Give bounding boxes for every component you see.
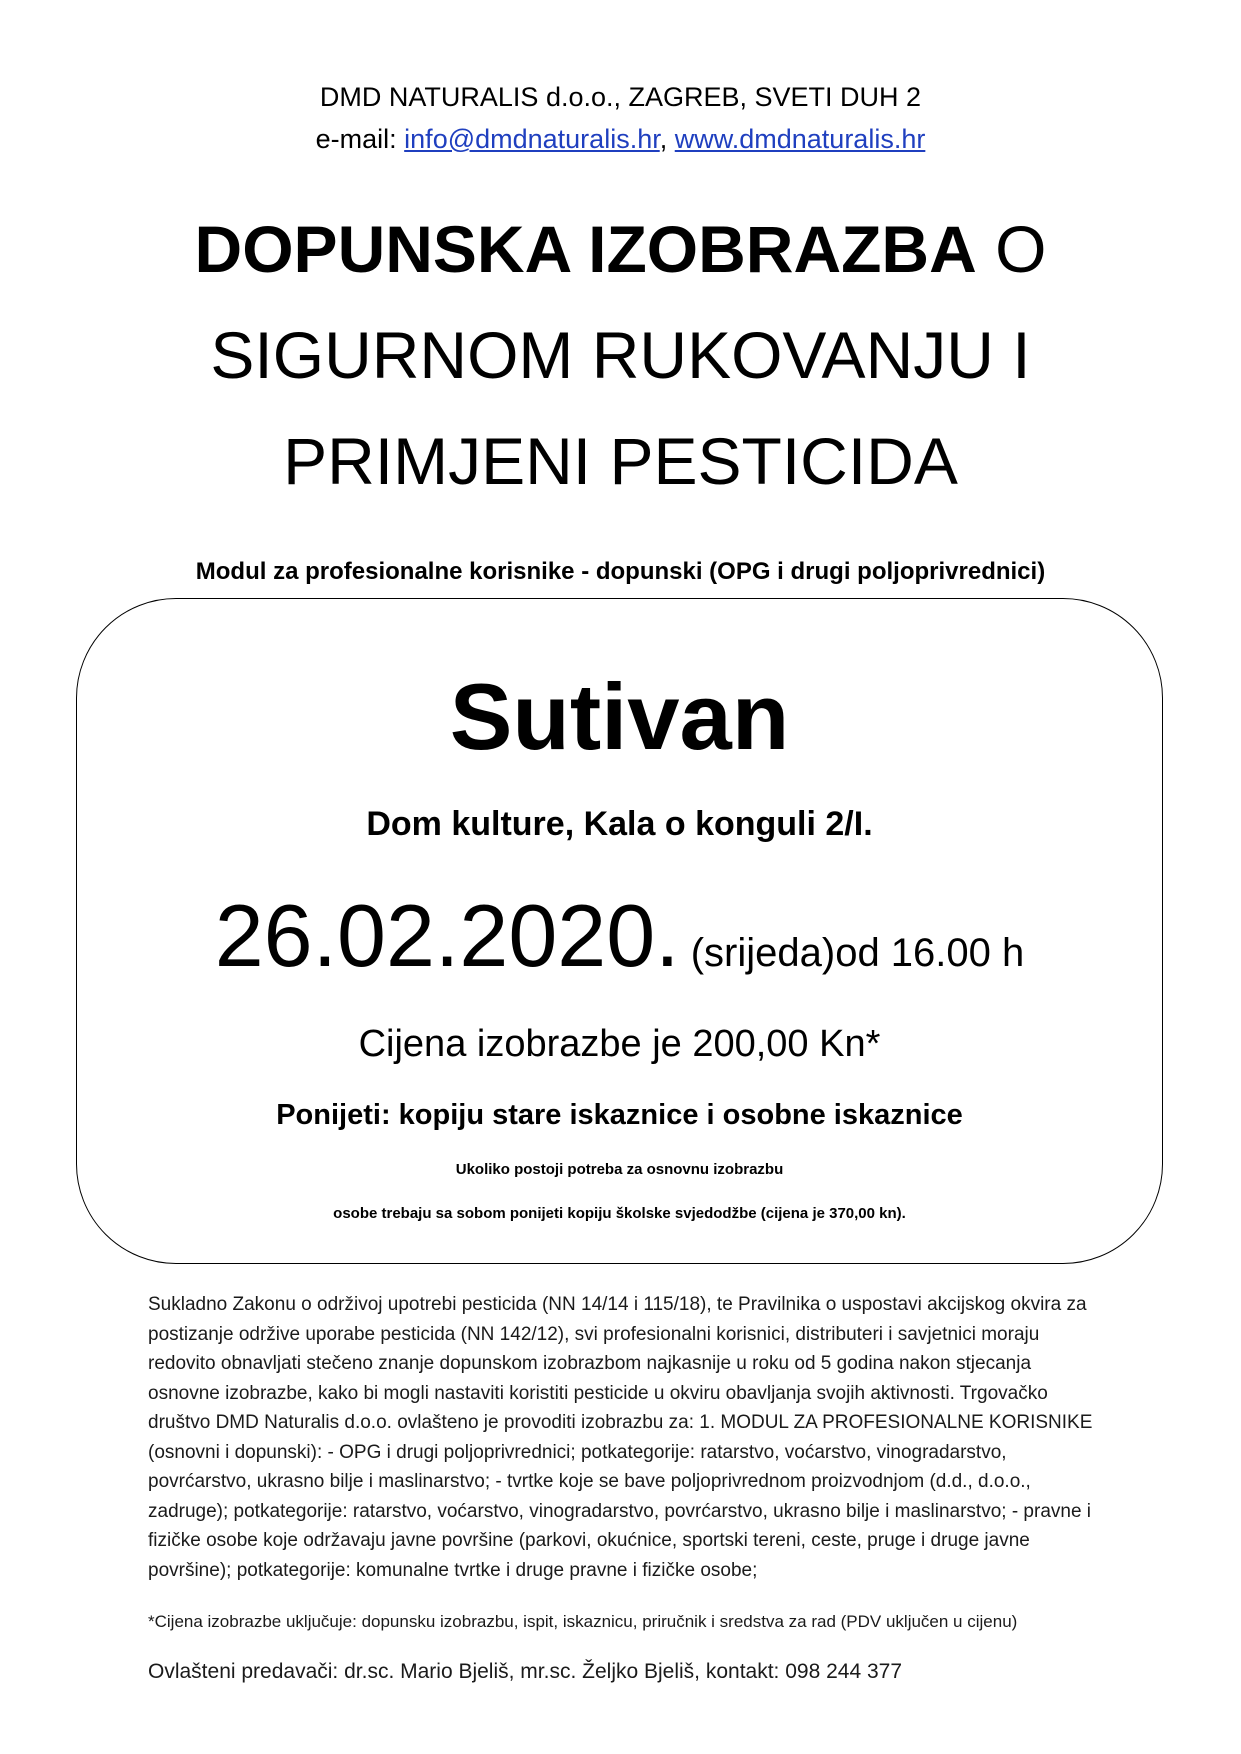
event-note-1: Ukoliko postoji potreba za osnovnu izobrazbu [455,1161,784,1178]
title-bold: DOPUNSKA IZOBRAZBA [194,212,977,286]
title-rest: O [976,212,1047,286]
email-label: e-mail: [315,124,405,154]
event-bring: Ponijeti: kopiju stare iskaznice i osobne iskaznice [276,1099,963,1131]
event-place: Sutivan [449,664,790,769]
module-subtitle: Modul za profesionalne korisnike - dopunski (OPG i drugi poljoprivrednici) [195,558,1046,585]
title-line-2: SIGURNOM RUKOVANJU I [210,318,1031,392]
event-date-line [77,885,1162,987]
event-day-time: (srijeda)od 16.00 h [679,931,1025,975]
contact-separator: , [659,124,675,154]
lecturers-contact: Ovlašteni predavači: dr.sc. Mario Bjeliš, mr.sc. Željko Bjeliš, kontakt: 098 244 377 [148,1660,903,1683]
title-line-1 [0,196,1241,302]
legal-paragraph: Sukladno Zakonu o održivoj upotrebi pesticida (NN 14/14 i 115/18), te Pravilnika o uspostavi akcijskog okvira za postizanje održive uporabe pesticida (NN 142/12), svi profesionalni korisnici, distributeri i savjetnici moraju redovito obnavljati stečeno znanje dopunskom izobrazbom najkasnije u roku od 5 godina nakon stjecanja osnovne izobrazbe, kako bi mogli nastaviti koristiti pesticide u okviru obavljanja svojih aktivnosti. Trgovačko društvo DMD Naturalis d.o.o. ovlašteno je provoditi izobrazbu za: 1. MODUL ZA PROFESIONALNE KORISNIKE (osnovni i dopunski): - OPG i drugi poljoprivrednici; potkategorije: ratarstvo, voćarstvo, vinogradarstvo, povrćarstvo, ukrasno bilje i maslinarstvo; - tvrtke koje se bave poljoprivrednom proizvodnjom (d.d., d.o.o., zadruge); potkategorije: ratarstvo, voćarstvo, vinogradarstvo, povrćarstvo, ukrasno bilje i maslinarstvo; - pravne i fizičke osobe koje održavaju javne površine (parkovi, okućnice, sportski tereni, ceste, pruge i druge javne površine); potkategorije: komunalne tvrtke i druge pravne i fizičke osobe; [148,1294,1093,1581]
company-address: DMD NATURALIS d.o.o., ZAGREB, SVETI DUH 2 [319,82,922,112]
contact-line [0,118,1241,160]
email-link[interactable]: info@dmdnaturalis.hr [404,124,660,154]
event-box [76,598,1163,1264]
page-title [0,196,1241,514]
event-note-2: osobe trebaju sa sobom ponijeti kopiju školske svjedodžbe (cijena je 370,00 kn). [333,1205,906,1222]
event-address: Dom kulture, Kala o konguli 2/I. [366,805,873,843]
website-link[interactable]: www.dmdnaturalis.hr [674,124,926,154]
company-header [0,76,1241,160]
price-footnote: *Cijena izobrazbe uključuje: dopunsku izobrazbu, ispit, iskaznicu, priručnik i sredstva za rad (PDV uključen u cijenu) [148,1612,1018,1631]
event-date: 26.02.2020. [214,886,680,985]
event-price: Cijena izobrazbe je 200,00 Kn* [358,1023,881,1065]
title-line-3: PRIMJENI PESTICIDA [283,424,958,498]
